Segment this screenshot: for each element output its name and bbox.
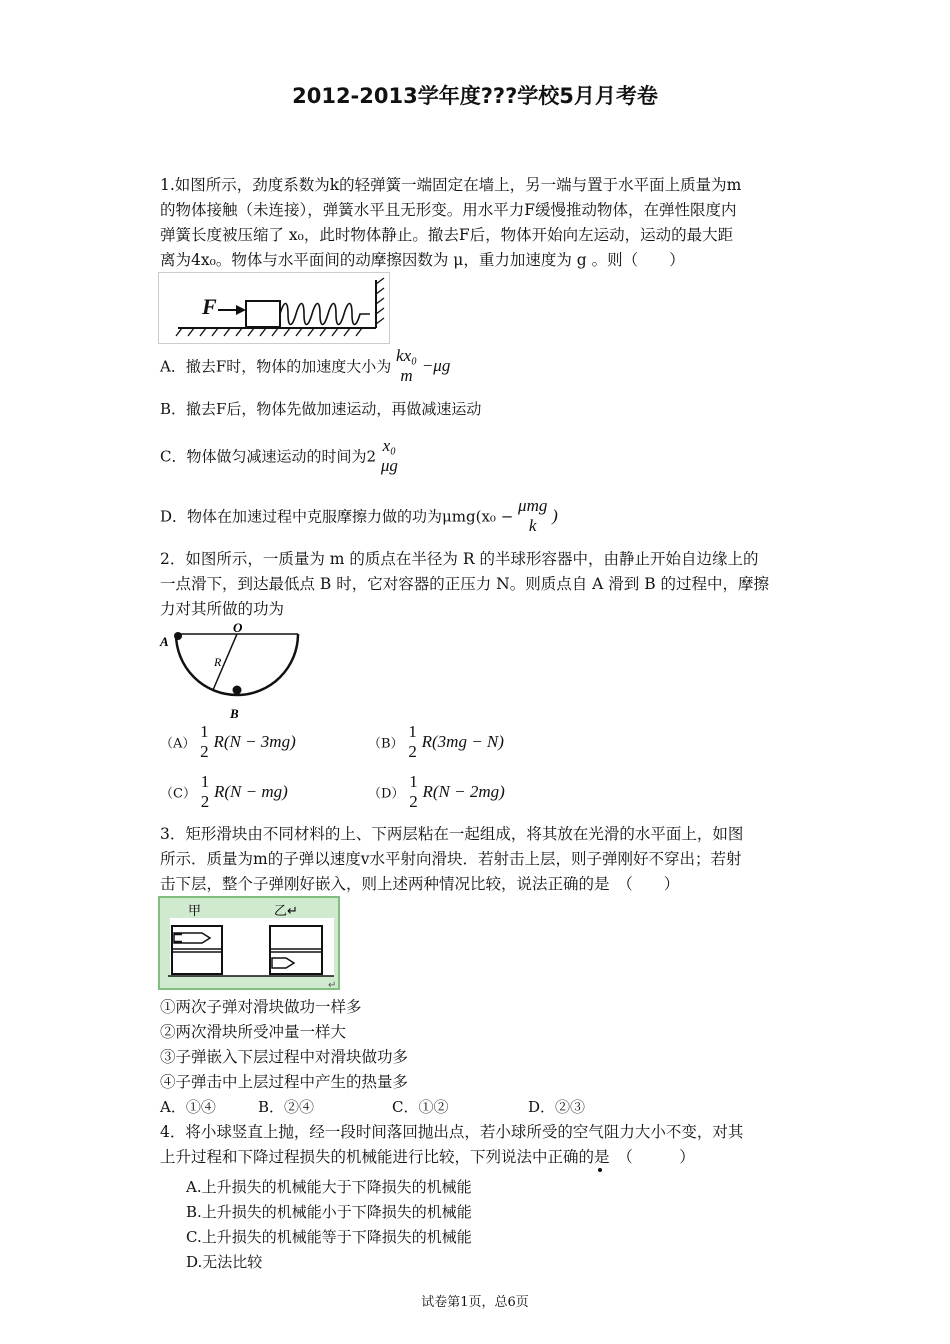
q3-line-3: 击下层，整个子弹刚好嵌入，则上述两种情况比较，说法正确的是 （ ）	[160, 875, 680, 893]
q1-spring-figure	[158, 272, 390, 344]
q2-line-2: 一点滑下，到达最低点 B 时，它对容器的正压力 N。则质点自 A 滑到 B 的过程中，摩擦	[160, 575, 770, 593]
q1-option-b: B．撤去F后，物体先做加速运动，再做减速运动	[160, 400, 482, 418]
q3-statement-4: ④子弹击中上层过程中产生的热量多	[160, 1073, 409, 1091]
q3-statement-3: ③子弹嵌入下层过程中对滑块做功多	[160, 1048, 409, 1066]
q3-blocks-figure	[158, 896, 340, 990]
svg-text:A: A	[160, 634, 169, 649]
q4-line-1: 4．将小球竖直上抛，经一段时间落回抛出点，若小球所受的空气阻力大小不变，对其	[160, 1123, 744, 1141]
emphasis-dot	[598, 1168, 602, 1172]
svg-text:B: B	[230, 706, 239, 721]
q3-choice-b: B．②④	[258, 1098, 315, 1116]
q1-line-2: 的物体接触（未连接），弹簧水平且无形变。用水平力F缓慢推动物体，在弹性限度内	[160, 201, 737, 219]
q2-option-a: （A） 1 2 R(N − 3mg)	[160, 722, 296, 761]
q1-option-a: A．撤去F时，物体的加速度大小为 kx₀ m −μg	[160, 346, 451, 385]
q3-statement-1: ①两次子弹对滑块做功一样多	[160, 998, 362, 1016]
q1-line-3: 弹簧长度被压缩了 x₀，此时物体静止。撤去F后，物体开始向左运动，运动的最大距	[160, 226, 734, 244]
q1-c-fraction: x₀ μg	[380, 436, 398, 475]
q4-option-c: C.上升损失的机械能等于下降损失的机械能	[186, 1228, 472, 1246]
q3-choice-d: D．②③	[528, 1098, 586, 1116]
q2-option-d: （D） 1 2 R(N − 2mg)	[368, 772, 505, 811]
q2-hemisphere-figure	[158, 620, 308, 722]
q3-choice-c: C．①②	[392, 1098, 449, 1116]
q3-line-2: 所示．质量为m的子弹以速度v水平射向滑块．若射击上层，则子弹刚好不穿出；若射	[160, 850, 742, 868]
q2-line-1: 2．如图所示，一质量为 m 的质点在半径为 R 的半球形容器中，由静止开始自边缘上的	[160, 550, 759, 568]
q3-line-1: 3．矩形滑块由不同材料的上、下两层粘在一起组成，将其放在光滑的水平面上，如图	[160, 825, 744, 843]
q1-option-d: D．物体在加速过程中克服摩擦力做的功为μmg(x₀ − μmg k )	[160, 496, 558, 535]
svg-text:乙↵: 乙↵	[274, 904, 298, 919]
q1-option-c: C．物体做匀减速运动的时间为2 x₀ μg	[160, 436, 398, 475]
page-title: 2012-2013学年度???学校5月月考卷	[292, 84, 658, 108]
svg-text:R: R	[214, 655, 222, 669]
svg-text:O: O	[233, 620, 243, 635]
q1-a-fraction: kx₀ m	[396, 346, 418, 385]
force-label: F	[202, 294, 217, 319]
q4-option-b: B.上升损失的机械能小于下降损失的机械能	[186, 1203, 472, 1221]
svg-text:↵: ↵	[328, 980, 337, 990]
q2-option-b: （B） 1 2 R(3mg − N)	[368, 722, 504, 761]
svg-text:甲: 甲	[188, 904, 202, 919]
q1-line-1: 1.如图所示，劲度系数为k的轻弹簧一端固定在墙上，另一端与置于水平面上质量为m	[160, 176, 742, 194]
q1-d-fraction: μmg k	[518, 496, 548, 535]
q4-line-2: 上升过程和下降过程损失的机械能进行比较，下列说法中正确的是 （ ）	[160, 1148, 695, 1166]
q2-option-c: （C） 1 2 R(N − mg)	[160, 772, 288, 811]
page-footer: 试卷第1页，总6页	[421, 1295, 529, 1310]
q3-statement-2: ②两次滑块所受冲量一样大	[160, 1023, 347, 1041]
q3-choice-a: A．①④	[160, 1098, 216, 1116]
q1-line-4: 离为4x₀。物体与水平面间的动摩擦因数为 μ，重力加速度为 g 。则（ ）	[160, 251, 685, 269]
q4-option-a: A.上升损失的机械能大于下降损失的机械能	[186, 1178, 472, 1196]
q2-line-3: 力对其所做的功为	[160, 600, 285, 618]
q4-option-d: D.无法比较	[186, 1253, 263, 1271]
